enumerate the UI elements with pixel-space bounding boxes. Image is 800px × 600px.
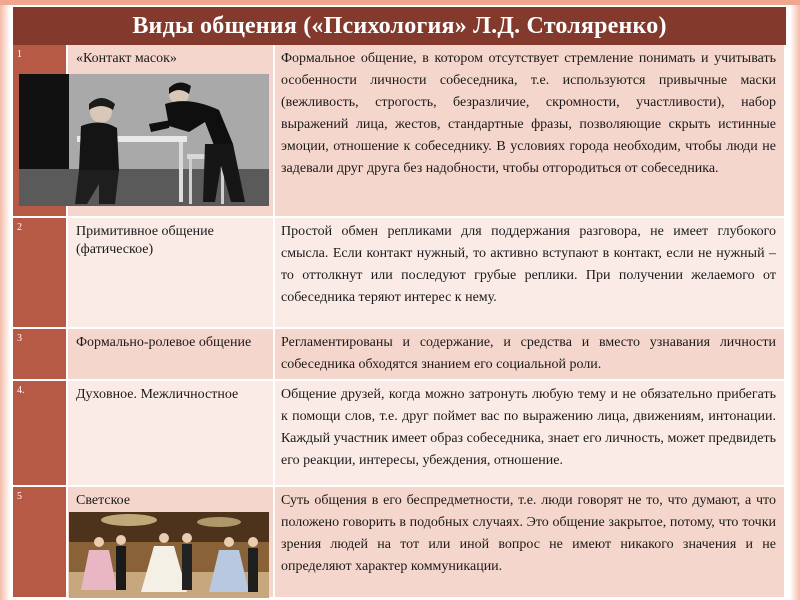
- row-number: 4.: [13, 380, 67, 486]
- row-type-name: Светское: [67, 486, 274, 598]
- row-description: Формальное общение, в котором отсутствует стремление понимать и учитывать особенности личности собеседника, т.е. используются привычные маски (вежливость, строгость, безразличие, скромности, участливости), набор выражений лица, жестов, стандартные фразы, позволяющие скрыть истинные эмоции, отношение к собеседнику. В условиях города необходим, чтобы люди не задевали друг друга без надобности, чтобы отгородиться от собеседника.: [274, 45, 785, 217]
- row-number: 2: [13, 217, 67, 328]
- row-number: 1: [13, 45, 67, 217]
- row-description: Общение друзей, когда можно затронуть любую тему и не обязательно прибегать к помощи слов, т.е. друг поймет вас по выражению лица, движениям, интонации. Каждый участник имеет образ собеседника, знает его личность, может предвидеть его реакции, интересы, убеждения, отношение.: [274, 380, 785, 486]
- table-row: [13, 328, 785, 380]
- row-description: Суть общения в его беспредметности, т.е. люди говорят не то, что думают, а что положено говорить в подобных случаях. Это общение закрытое, потому, что точки зрения людей на тот или иной вопрос не имеют никакого значения и не определяют характер коммуникации.: [274, 486, 785, 598]
- table-row: [13, 217, 785, 328]
- row-type-name: Формально-ролевое общение: [67, 328, 274, 380]
- ballroom-painting-illustration: [69, 512, 269, 598]
- page-title: Виды общения («Психология» Л.Д. Столяренко): [132, 12, 667, 39]
- two-people-masks-photo: [19, 74, 269, 206]
- row-description: Простой обмен репликами для поддержания разговора, не имеет глубокого смысла. Если контакт нужный, то активно вступают в контакт, если не нужный – то оттолкнут или последуют грубые реплики. При получении желаемого от собеседника теряют интерес к нему.: [274, 217, 785, 328]
- row-number: 5: [13, 486, 67, 598]
- row-type-name: Духовное. Межличностное: [67, 380, 274, 486]
- row-description: Регламентированы и содержание, и средства и вместо узнавания личности собеседника обходятся знанием его социальной роли.: [274, 328, 785, 380]
- row-type-name: Примитивное общение (фатическое): [67, 217, 274, 328]
- ballroom-dance-painting: [69, 512, 269, 598]
- row-number: 3: [13, 328, 67, 380]
- row-type-name: «Контакт масок»: [67, 45, 274, 217]
- slide-top-line: [0, 0, 800, 5]
- table-row: [13, 380, 785, 486]
- title-bar: [13, 7, 786, 45]
- masks-photo-illustration: [19, 74, 269, 206]
